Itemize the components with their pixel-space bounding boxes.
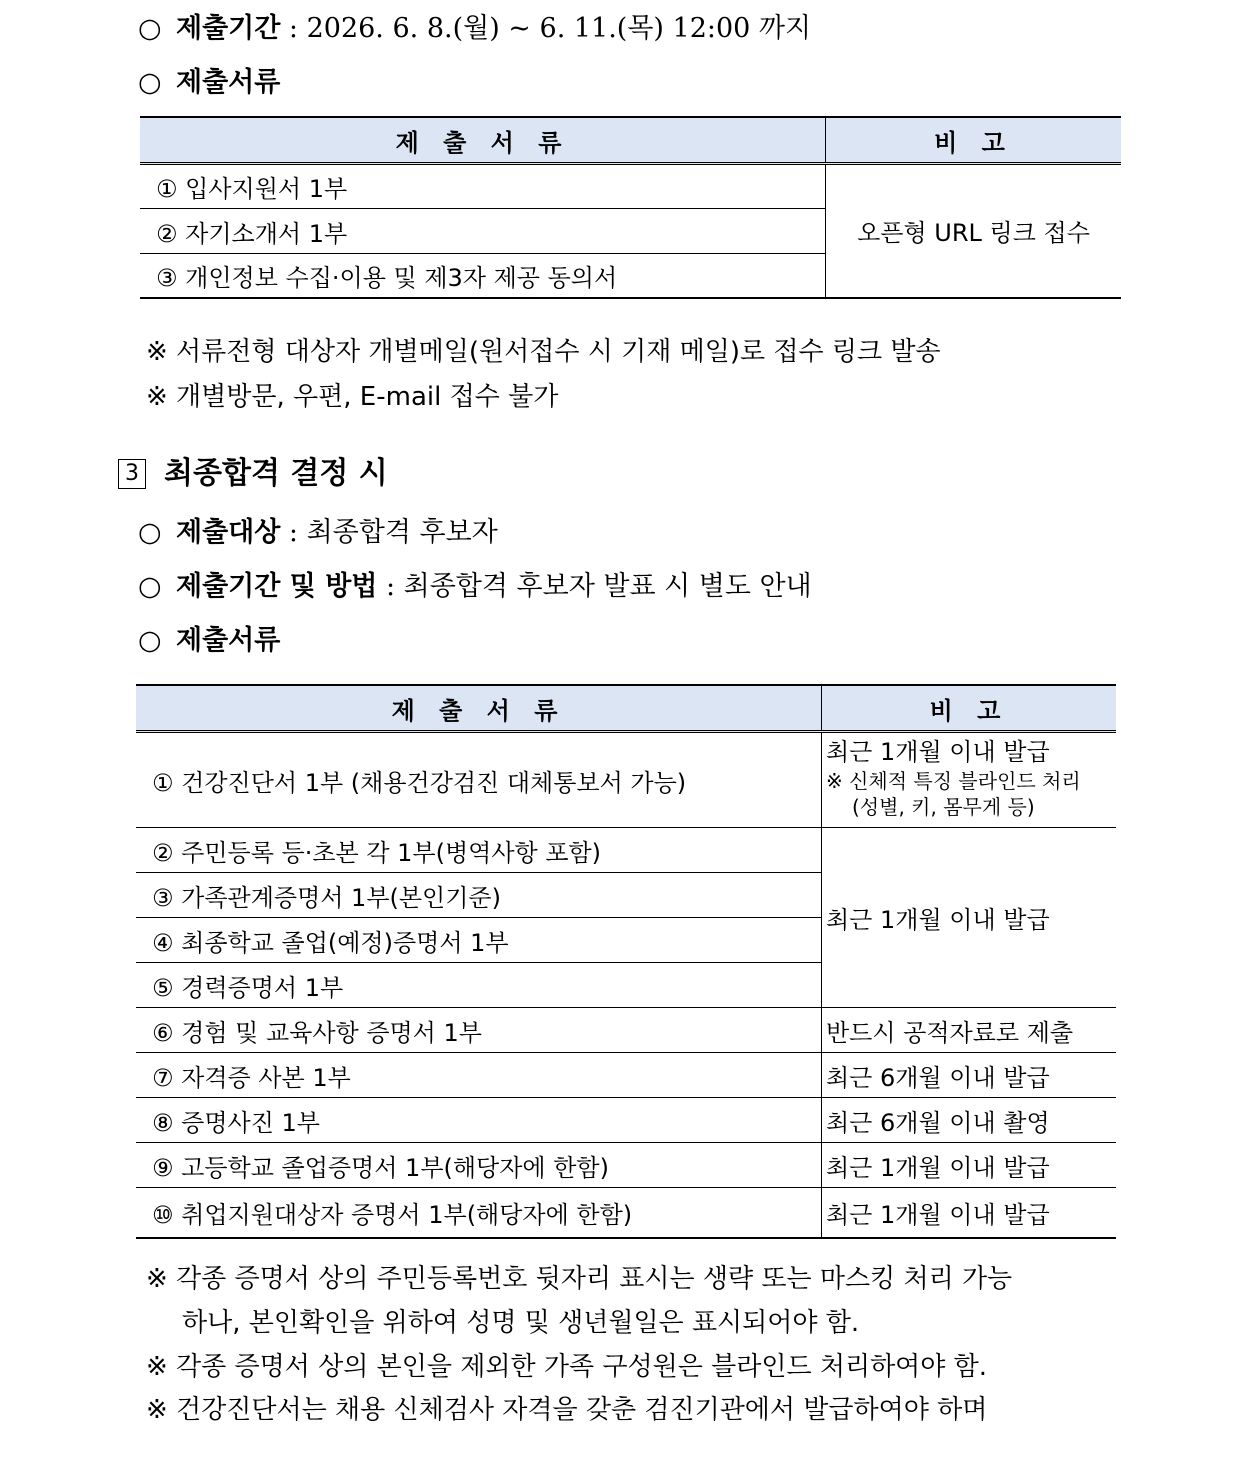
- remark-cell: 최근 6개월 이내 발급: [822, 1053, 1117, 1098]
- header-docs: 제 출 서 류: [140, 117, 826, 164]
- header-docs: 제 출 서 류: [136, 685, 822, 732]
- doc-row: ② 주민등록 등·초본 각 1부(병역사항 포함): [136, 828, 822, 873]
- submission-docs-line: [138, 66, 280, 100]
- submission-period-label: 제출기간: [176, 13, 281, 44]
- remark-cell: [822, 732, 1117, 828]
- submission-docs-label: 제출서류: [176, 625, 281, 656]
- doc-row: ③ 가족관계증명서 1부(본인기준): [136, 873, 822, 918]
- doc-row: ② 자기소개서 1부: [140, 209, 826, 254]
- submission-docs-line: [138, 624, 280, 658]
- remark-cell: 오픈형 URL 링크 접수: [826, 164, 1122, 298]
- submission-docs-table-2: [136, 684, 1116, 1239]
- remark-cell: 최근 1개월 이내 발급: [822, 828, 1117, 1008]
- submission-period-method-value: 최종합격 후보자 발표 시 별도 안내: [403, 571, 812, 602]
- remark-cell: 최근 6개월 이내 촬영: [822, 1098, 1117, 1143]
- doc-row: ⑥ 경험 및 교육사항 증명서 1부: [136, 1008, 822, 1053]
- submission-target-line: [138, 516, 498, 550]
- submission-period-method-label: 제출기간 및 방법: [176, 571, 378, 602]
- remark-cell: 최근 1개월 이내 발급: [822, 1143, 1117, 1188]
- remark-note: (성별, 키, 몸무게 등): [852, 795, 1035, 819]
- remark-note: ※ 신체적 특징 블라인드 처리: [826, 769, 1081, 793]
- doc-row: ③ 개인정보 수집·이용 및 제3자 제공 동의서: [140, 254, 826, 298]
- remark-cell: 최근 1개월 이내 발급: [822, 1188, 1117, 1238]
- submission-period-line: [138, 12, 811, 46]
- doc-row: ⑧ 증명사진 1부: [136, 1098, 822, 1143]
- submission-period-sep: :: [280, 13, 307, 44]
- submission-docs-table-1: [140, 116, 1121, 299]
- note-line: ※ 각종 증명서 상의 주민등록번호 뒷자리 표시는 생략 또는 마스킹 처리 가능: [146, 1264, 1013, 1294]
- header-remark: 비 고: [822, 685, 1117, 732]
- bullet-circle: ○: [138, 571, 162, 602]
- bullet-circle: ○: [138, 13, 162, 44]
- doc-row: ④ 최종학교 졸업(예정)증명서 1부: [136, 918, 822, 963]
- remark-cell: 반드시 공적자료로 제출: [822, 1008, 1117, 1053]
- submission-docs-label: 제출서류: [176, 67, 281, 98]
- note-line: ※ 건강진단서는 채용 신체검사 자격을 갖춘 검진기관에서 발급하여야 하며: [146, 1395, 988, 1425]
- section-number: 3: [118, 459, 146, 489]
- submission-period-method-line: [138, 570, 812, 604]
- bullet-circle: ○: [138, 67, 162, 98]
- note-line: ※ 개별방문, 우편, E-mail 접수 불가: [146, 382, 559, 412]
- header-remark: 비 고: [826, 117, 1122, 164]
- submission-period-value: 2026. 6. 8.(월) ~ 6. 11.(목) 12:00 까지: [306, 13, 812, 44]
- section-title-text: 최종합격 결정 시: [164, 456, 388, 491]
- doc-row: ⑨ 고등학교 졸업증명서 1부(해당자에 한함): [136, 1143, 822, 1188]
- doc-row: ⑦ 자격증 사본 1부: [136, 1053, 822, 1098]
- remark-text: 최근 1개월 이내 발급: [826, 738, 1050, 766]
- submission-period-method-sep: :: [377, 571, 404, 602]
- note-line: ※ 각종 증명서 상의 본인을 제외한 가족 구성원은 블라인드 처리하여야 함.: [146, 1352, 988, 1382]
- note-line: 하나, 본인확인을 위하여 성명 및 생년월일은 표시되어야 함.: [182, 1308, 860, 1338]
- doc-row: ⑩ 취업지원대상자 증명서 1부(해당자에 한함): [136, 1188, 822, 1238]
- doc-row: ① 건강진단서 1부 (채용건강검진 대체통보서 가능): [152, 768, 687, 797]
- bullet-circle: ○: [138, 625, 162, 656]
- doc-row: ⑤ 경력증명서 1부: [136, 963, 822, 1008]
- submission-target-label: 제출대상: [176, 517, 281, 548]
- section-title: [118, 456, 388, 492]
- submission-target-sep: :: [280, 517, 307, 548]
- bullet-circle: ○: [138, 517, 162, 548]
- doc-row: ① 입사지원서 1부: [156, 175, 348, 203]
- submission-target-value: 최종합격 후보자: [306, 517, 498, 548]
- note-line: ※ 서류전형 대상자 개별메일(원서접수 시 기재 메일)로 접수 링크 발송: [146, 337, 941, 367]
